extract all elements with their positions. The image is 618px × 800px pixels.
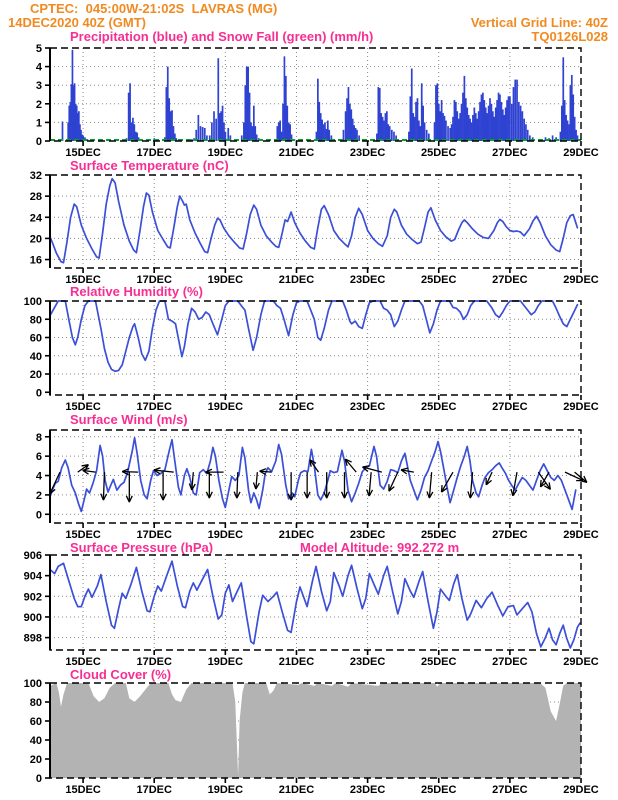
x-tick-label: 25DEC (421, 147, 457, 159)
x-tick-label: 17DEC (136, 401, 172, 413)
x-tick-label: 25DEC (421, 401, 457, 413)
x-tick-label: 19DEC (207, 401, 244, 413)
x-tick-label: 15DEC (65, 274, 101, 286)
product-code: TQ0126L028 (531, 29, 608, 44)
y-tick-label: 0 (35, 773, 42, 785)
model-altitude-label: Model Altitude: 992.272 m (300, 540, 460, 555)
pressure-title: Surface Pressure (hPa) (70, 540, 214, 555)
x-tick-label: 21DEC (278, 656, 315, 668)
y-tick-label: 900 (23, 611, 42, 624)
x-tick-label: 25DEC (421, 656, 457, 668)
y-tick-label: 2 (35, 98, 42, 111)
y-tick-label: 20 (29, 754, 42, 766)
x-tick-label: 21DEC (278, 147, 315, 159)
x-tick-label: 27DEC (492, 401, 528, 413)
y-tick-label: 906 (23, 550, 42, 562)
y-tick-label: 100 (23, 296, 42, 308)
x-tick-label: 21DEC (278, 401, 315, 413)
y-tick-label: 4 (35, 61, 42, 74)
x-tick-label: 29DEC (563, 274, 599, 286)
x-tick-label: 23DEC (349, 529, 386, 541)
x-tick-label: 21DEC (278, 274, 315, 286)
x-tick-label: 17DEC (136, 274, 172, 286)
panel-0 (45, 48, 581, 146)
x-tick-label: 19DEC (207, 274, 244, 286)
x-tick-label: 27DEC (492, 656, 528, 668)
wind-title: Surface Wind (m/s) (70, 412, 188, 427)
y-tick-label: 0 (35, 387, 42, 400)
humidity-title: Relative Humidity (%) (70, 284, 203, 299)
y-tick-label: 902 (23, 591, 42, 604)
y-tick-label: 24 (29, 212, 42, 225)
x-tick-label: 27DEC (492, 147, 528, 159)
x-tick-label: 25DEC (421, 529, 457, 541)
x-tick-label: 23DEC (349, 784, 386, 796)
x-tick-label: 15DEC (65, 656, 101, 668)
y-tick-label: 60 (29, 716, 42, 728)
temperature-title: Surface Temperature (nC) (70, 158, 229, 173)
model-run-label: 14DEC2020 40Z (GMT) (8, 15, 146, 30)
x-tick-label: 25DEC (421, 274, 457, 286)
x-tick-label: 27DEC (492, 529, 528, 541)
y-tick-label: 8 (35, 431, 42, 444)
y-tick-label: 6 (35, 451, 42, 464)
x-tick-label: 29DEC (563, 529, 599, 541)
y-tick-label: 32 (29, 170, 42, 182)
x-tick-label: 29DEC (563, 401, 599, 413)
x-tick-label: 15DEC (65, 529, 101, 541)
x-tick-label: 19DEC (207, 656, 244, 668)
x-tick-label: 15DEC (65, 401, 101, 413)
y-tick-label: 904 (23, 570, 42, 583)
x-tick-label: 15DEC (65, 147, 101, 159)
x-tick-label: 19DEC (207, 529, 244, 541)
panel-5 (45, 683, 581, 783)
y-tick-label: 20 (29, 233, 42, 246)
x-tick-label: 17DEC (136, 147, 172, 159)
y-tick-label: 16 (29, 254, 42, 267)
vertical-grid-label: Vertical Grid Line: 40Z (470, 15, 608, 30)
x-tick-label: 19DEC (207, 147, 244, 159)
x-tick-label: 23DEC (349, 274, 386, 286)
x-tick-label: 27DEC (492, 274, 528, 286)
y-tick-label: 2 (35, 489, 42, 502)
station-header: CPTEC: 045:00W-21:02S LAVRAS (MG) (30, 1, 278, 16)
x-tick-label: 17DEC (136, 529, 172, 541)
y-tick-label: 40 (29, 735, 42, 747)
y-tick-label: 20 (29, 369, 42, 382)
x-tick-label: 21DEC (278, 784, 315, 796)
y-tick-label: 3 (35, 80, 42, 93)
panel-3 (45, 430, 587, 528)
x-tick-label: 23DEC (349, 147, 386, 159)
y-tick-label: 28 (29, 191, 42, 204)
x-tick-label: 29DEC (563, 147, 599, 159)
x-tick-label: 23DEC (349, 656, 386, 668)
y-tick-label: 0 (35, 509, 42, 522)
x-tick-label: 15DEC (65, 784, 101, 796)
x-tick-label: 17DEC (136, 656, 172, 668)
y-tick-label: 80 (29, 697, 42, 709)
x-tick-label: 19DEC (207, 784, 244, 796)
x-tick-label: 27DEC (492, 784, 528, 796)
x-tick-label: 29DEC (563, 784, 599, 796)
x-tick-label: 23DEC (349, 401, 386, 413)
y-tick-label: 40 (29, 350, 42, 363)
panel-2 (45, 301, 581, 400)
y-tick-label: 0 (35, 136, 42, 148)
y-tick-label: 100 (23, 678, 42, 690)
y-tick-label: 60 (29, 332, 42, 345)
y-tick-label: 80 (29, 314, 42, 327)
panel-4 (45, 555, 581, 655)
y-tick-label: 898 (23, 632, 42, 645)
panel-1 (45, 175, 581, 273)
x-tick-label: 29DEC (563, 656, 599, 668)
x-tick-label: 25DEC (421, 784, 457, 796)
precipitation-title: Precipitation (blue) and Snow Fall (green) (mm/h) (70, 29, 374, 44)
x-tick-label: 21DEC (278, 529, 315, 541)
y-tick-label: 5 (35, 43, 42, 55)
x-tick-label: 17DEC (136, 784, 172, 796)
y-tick-label: 1 (35, 117, 42, 130)
y-tick-label: 4 (35, 470, 42, 483)
cloud-cover-title: Cloud Cover (%) (70, 667, 172, 682)
